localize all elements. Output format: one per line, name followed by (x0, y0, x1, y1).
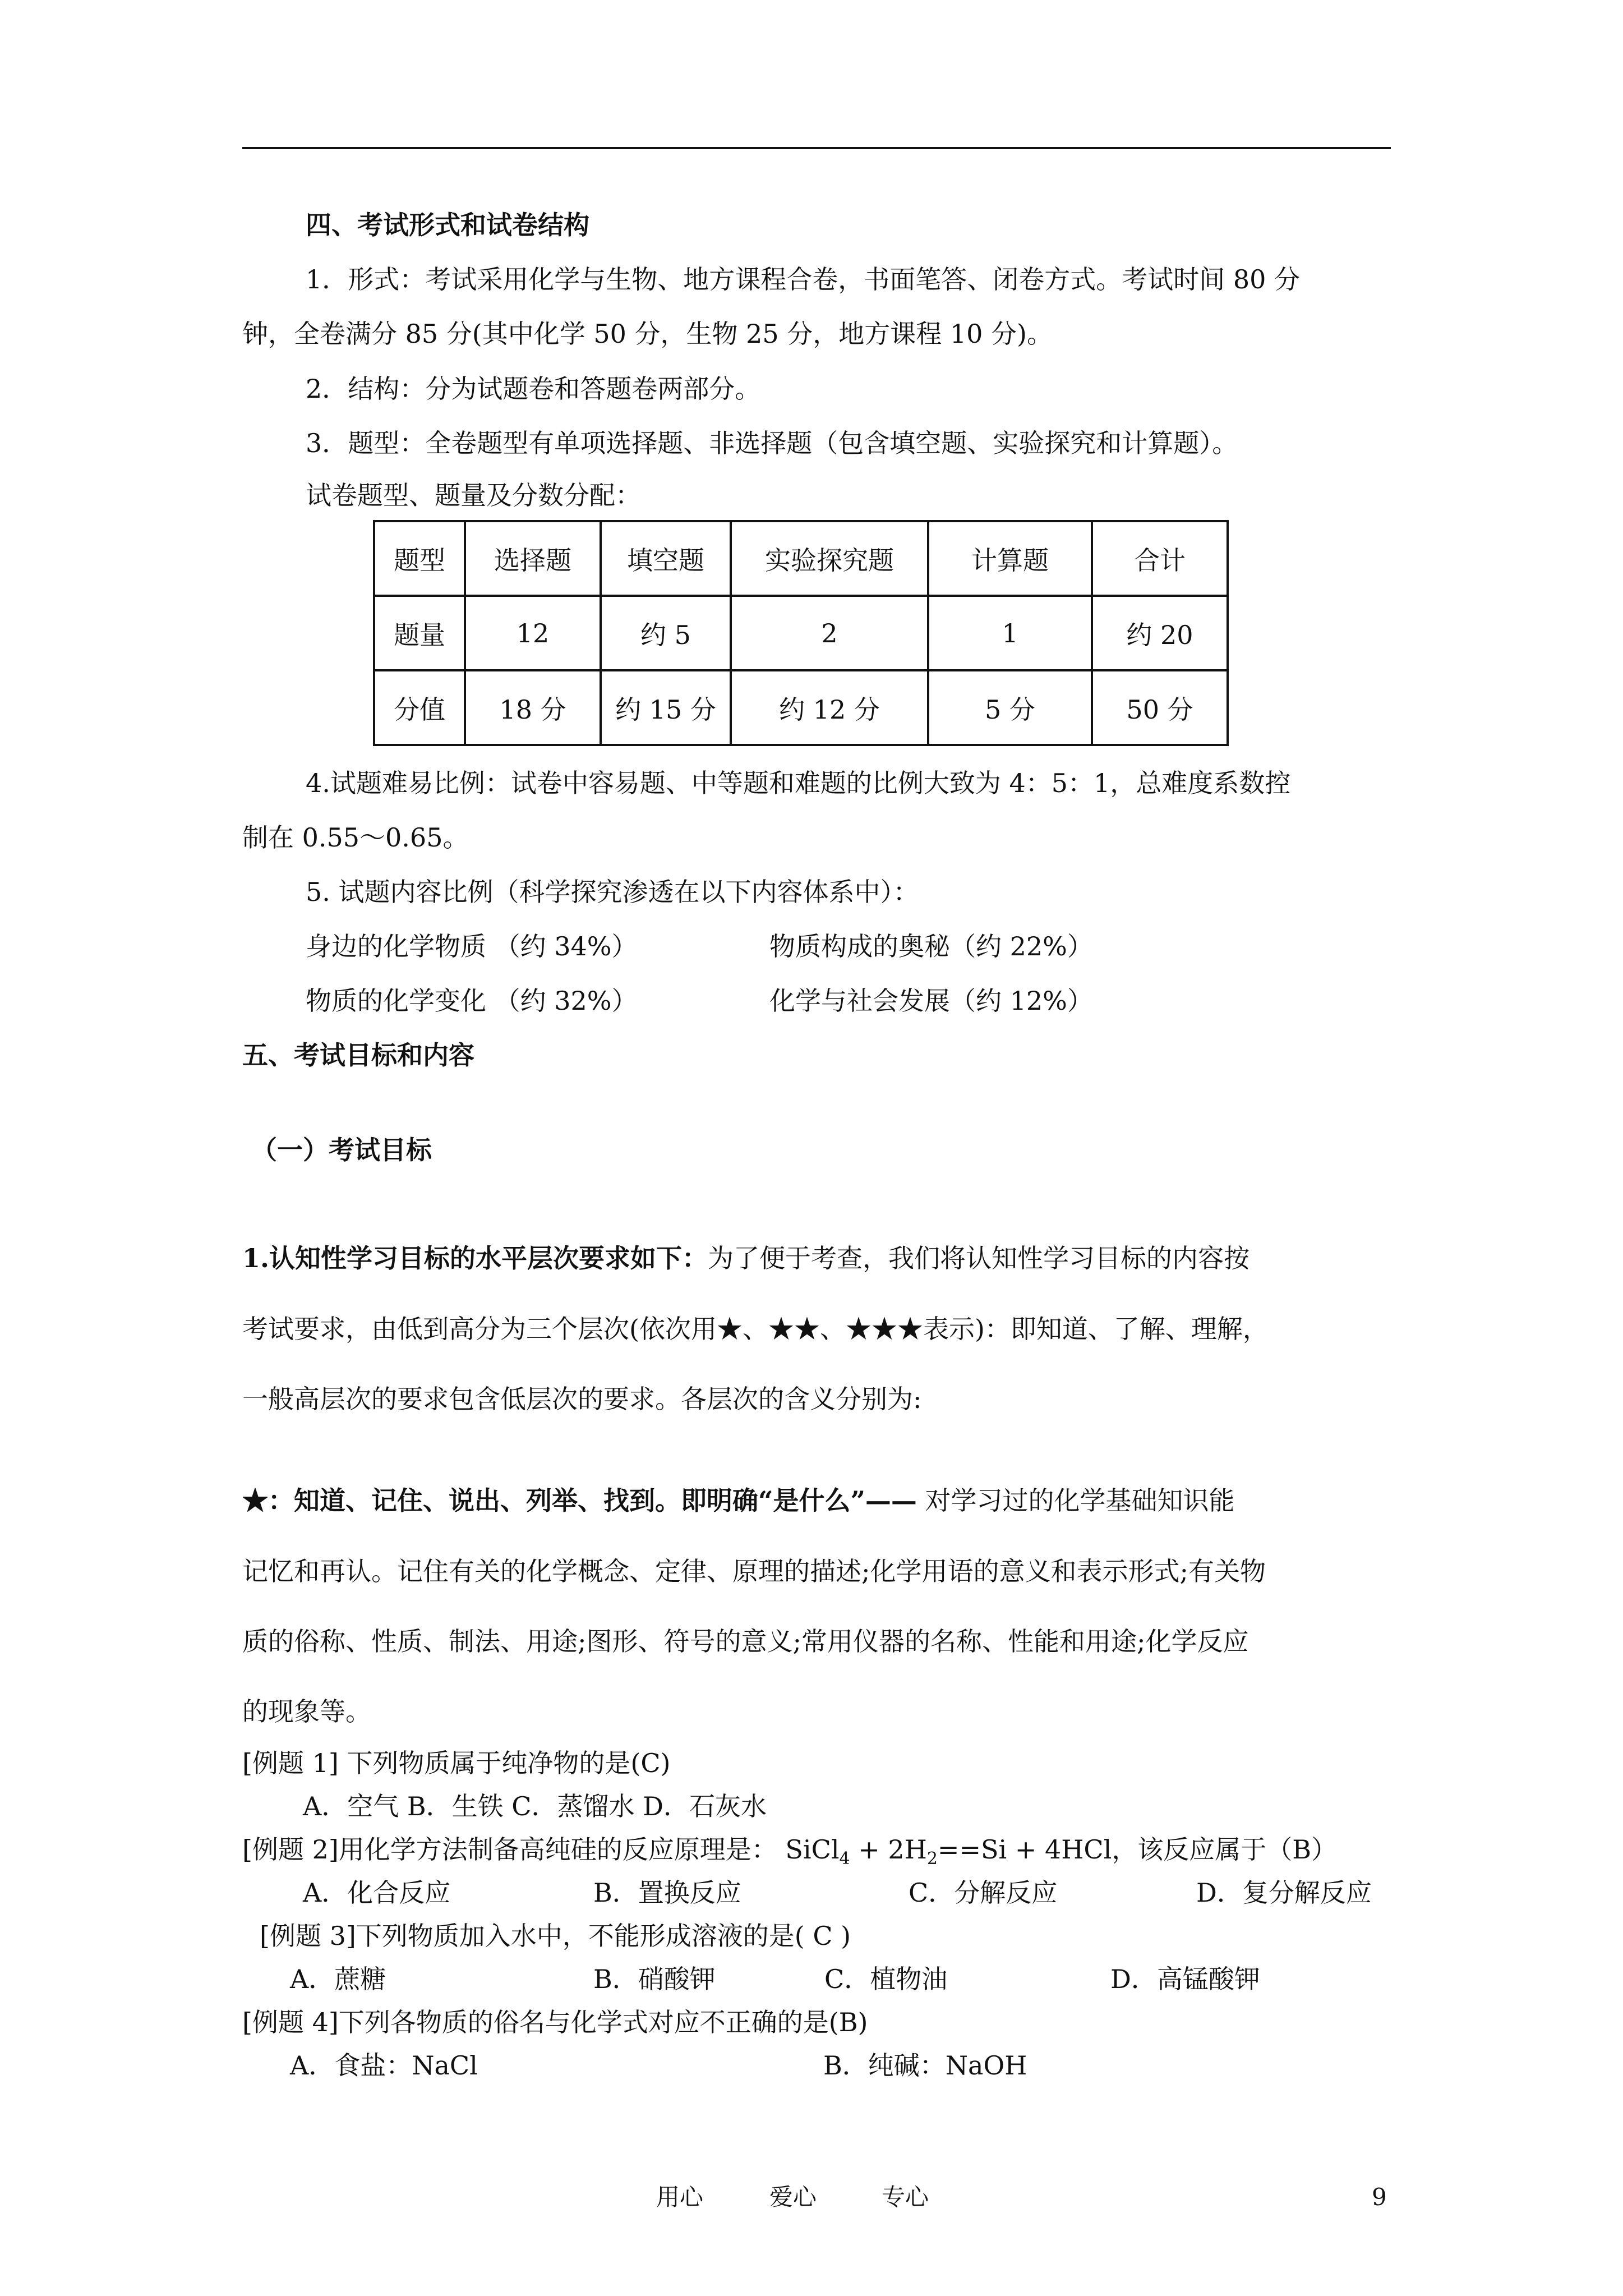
table-cell: 约 20 (1092, 596, 1228, 670)
example-3-option-c: C．植物油 (824, 1964, 948, 1994)
example-2-text: + 2H (850, 1834, 927, 1865)
star-rest: 对学习过的化学基础知识能 (916, 1485, 1235, 1516)
example-2-option-b: B．置换反应 (593, 1878, 741, 1908)
table-row (374, 596, 1228, 670)
goal-lead: 1.认知性学习目标的水平层次要求如下： (242, 1243, 708, 1273)
goal-paragraph-line2: 考试要求，由低到高分为三个层次(依次用★、★★、★★★表示)：即知道、了解、理解， (242, 1314, 1269, 1344)
score-distribution-table (373, 520, 1229, 746)
footer-motto-2: 爱心 (769, 2183, 817, 2211)
table-cell: 题型 (374, 521, 465, 596)
section5-heading: 五、考试目标和内容 (242, 1040, 474, 1070)
example-4-option-a: A．食盐：NaCl (290, 2050, 478, 2081)
goal-paragraph-line1 (242, 1245, 1249, 1271)
form-paragraph-line1: 1．形式：考试采用化学与生物、地方课程合卷，书面笔答、闭卷方式。考试时间 80 分 (306, 264, 1301, 295)
example-1-options: A．空气 B．生铁 C．蒸馏水 D．石灰水 (303, 1791, 767, 1821)
star-lead: ★：知道、记住、说出、列举、找到。即明确“是什么”—— (242, 1485, 917, 1516)
example-2-text: [例题 2]用化学方法制备高纯硅的反应原理是： SiCl (242, 1834, 840, 1865)
table-caption: 试卷题型、题量及分数分配： (306, 480, 641, 510)
table-cell: 选择题 (465, 521, 601, 596)
table-cell: 2 (731, 596, 928, 670)
example-4-question: [例题 4]下列各物质的俗名与化学式对应不正确的是(B) (242, 2007, 868, 2037)
page-number: 9 (1372, 2183, 1387, 2211)
table-cell: 计算题 (928, 521, 1092, 596)
table-cell: 12 (465, 596, 601, 670)
table-cell: 约 15 分 (601, 670, 731, 745)
ratio-item: 物质构成的奥秘（约 22%） (769, 931, 1093, 961)
form-paragraph-line2: 钟，全卷满分 85 分(其中化学 50 分，生物 25 分，地方课程 10 分)。 (242, 319, 1053, 349)
footer-motto-1: 用心 (656, 2183, 704, 2211)
example-3-option-d: D．高锰酸钾 (1110, 1964, 1260, 1994)
table-cell: 实验探究题 (731, 521, 928, 596)
star-paragraph-line2: 记忆和再认。记住有关的化学概念、定律、原理的描述;化学用语的意义和表示形式;有关物 (242, 1556, 1266, 1586)
table-cell: 题量 (374, 596, 465, 670)
structure-paragraph: 2．结构：分为试题卷和答题卷两部分。 (306, 374, 761, 404)
example-2-question (242, 1834, 1338, 1869)
example-1-question: [例题 1] 下列物质属于纯净物的是(C) (242, 1748, 671, 1778)
table-cell: 约 12 分 (731, 670, 928, 745)
example-2-option-a: A．化合反应 (303, 1878, 451, 1908)
ratio-item: 物质的化学变化 （约 32%） (306, 986, 638, 1016)
example-3-option-b: B．硝酸钾 (593, 1964, 716, 1994)
subscript: 4 (839, 1849, 850, 1869)
example-3-option-a: A．蔗糖 (290, 1964, 386, 1994)
goal-paragraph-line3: 一般高层次的要求包含低层次的要求。各层次的含义分别为: (242, 1384, 922, 1414)
example-2-text: ==Si + 4HCl，该反应属于（B） (937, 1834, 1338, 1865)
ratio-item: 身边的化学物质 （约 34%） (306, 931, 638, 961)
example-4-option-b: B．纯碱：NaOH (823, 2050, 1027, 2081)
ratio-item: 化学与社会发展（约 12%） (769, 986, 1093, 1016)
table-cell: 填空题 (601, 521, 731, 596)
subscript: 2 (926, 1849, 938, 1869)
star-paragraph-line4: 的现象等。 (242, 1696, 371, 1727)
table-cell: 50 分 (1092, 670, 1228, 745)
table-cell: 合计 (1092, 521, 1228, 596)
difficulty-paragraph-line2: 制在 0.55～0.65。 (242, 822, 469, 853)
table-cell: 5 分 (928, 670, 1092, 745)
table-row (374, 521, 1228, 596)
example-2-option-c: C．分解反应 (909, 1878, 1058, 1908)
star-paragraph-line3: 质的俗称、性质、制法、用途;图形、符号的意义;常用仪器的名称、性能和用途;化学反应 (242, 1626, 1249, 1657)
table-cell: 18 分 (465, 670, 601, 745)
question-type-paragraph: 3．题型：全卷题型有单项选择题、非选择题（包含填空题、实验探究和计算题）。 (306, 428, 1238, 458)
header-rule (242, 147, 1391, 149)
table-cell: 约 5 (601, 596, 731, 670)
example-3-question: [例题 3]下列物质加入水中，不能形成溶液的是( C ) (260, 1921, 851, 1951)
section4-heading: 四、考试形式和试卷结构 (306, 210, 589, 240)
table-row (374, 670, 1228, 745)
star-paragraph-line1 (242, 1485, 1235, 1516)
section5-subheading: （一）考试目标 (251, 1135, 432, 1165)
goal-rest: 为了便于考查，我们将认知性学习目标的内容按 (708, 1243, 1250, 1273)
content-ratio-paragraph: 5. 试题内容比例（科学探究渗透在以下内容体系中）： (306, 877, 919, 907)
table-cell: 1 (928, 596, 1092, 670)
table-cell: 分值 (374, 670, 465, 745)
difficulty-paragraph-line1: 4.试题难易比例：试卷中容易题、中等题和难题的比例大致为 4：5：1，总难度系数控 (306, 768, 1291, 798)
example-2-option-d: D．复分解反应 (1196, 1878, 1372, 1908)
footer-motto-3: 专心 (882, 2183, 929, 2211)
